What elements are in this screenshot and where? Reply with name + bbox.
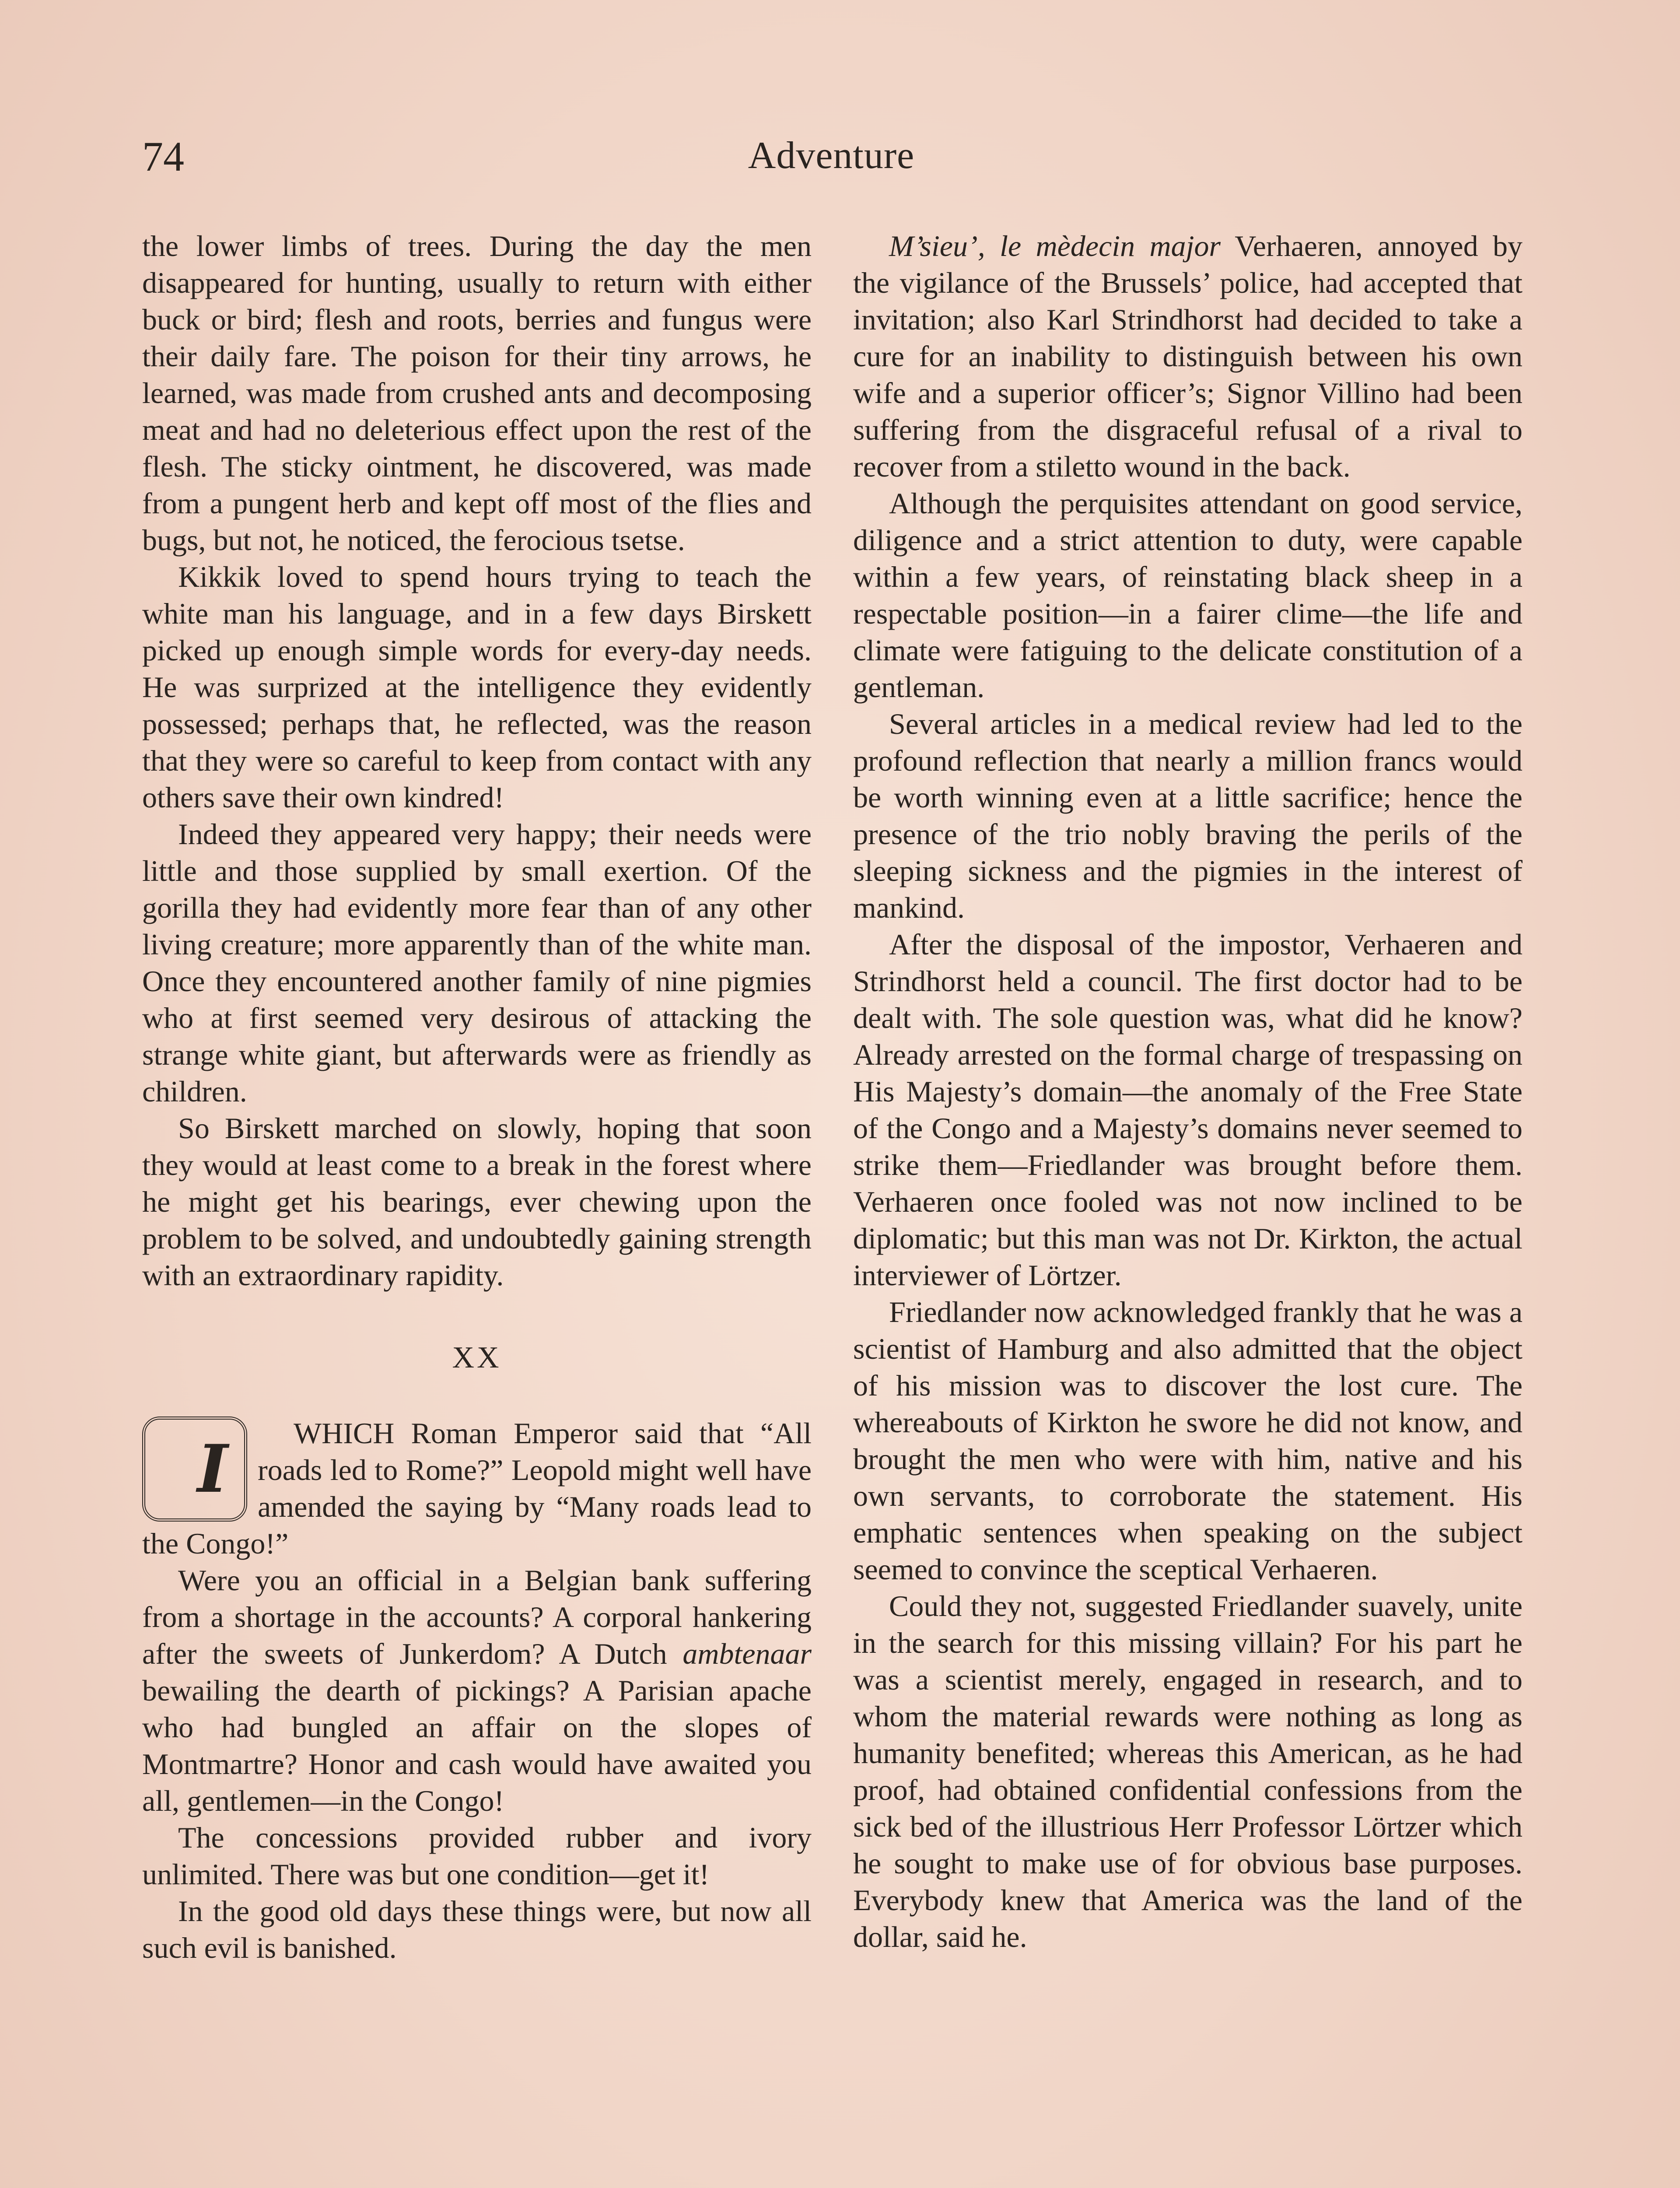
- paragraph: After the disposal of the impostor, Verhaeren and Strindhorst held a council. The first doctor had to be dealt with. The sole question was, what did he know? Already arrested on the formal charge of trespassing on His Majesty’s domain—the anomaly of the Free State of the Congo and a Majesty’s domains never seemed to strike them—Friedlander was brought before them. Verhaeren once fooled was not now inclined to be diplomatic; but this man was not Dr. Kirkton, the actual interviewer of Lörtzer.: [853, 928, 1522, 1292]
- page-header: [142, 133, 1520, 193]
- paragraph: [853, 228, 1522, 485]
- paragraph: Indeed they appeared very happy; their needs were little and those supplied by small exertion. Of the gorilla they had evidently more fear than of any other living creature; more apparently than of the white man. Once they encountered another family of nine pigmies who at first seemed very desirous of attacking the strange white giant, but afterwards were as friendly as children.: [142, 817, 812, 1108]
- paragraph-with-dropcap: [142, 1415, 812, 1562]
- paragraph: In the good old days these things were, but now all such evil is banished.: [142, 1894, 812, 1964]
- ornamental-dropcap: I: [142, 1417, 247, 1522]
- paragraph: The concessions provided rubber and ivory unlimited. There was but one condition—get it!: [142, 1821, 812, 1891]
- left-column: [142, 228, 812, 1966]
- paragraph-text: Were you an official in a Belgian bank suffering from a shortage in the accounts? A corporal hankering after the sweets of Junkerdom? A Dutch: [142, 1564, 812, 1670]
- chapter-heading: XX: [452, 1341, 502, 1375]
- paragraph: So Birskett marched on slowly, hoping that soon they would at least come to a break in the forest where he might get his bearings, ever chewing upon the problem to be solved, and undoubtedly gaining strength with an extraordinary rapidity.: [142, 1112, 812, 1292]
- paragraph: Friedlander now acknowledged frankly that he was a scientist of Hamburg and also admitted that the object of his mission was to discover the lost cure. The whereabouts of Kirkton he swore he did not know, and brought the men who were with him, native and his own servants, to corroborate the statement. His emphatic sentences when speaking on the subject seemed to convince the sceptical Verhaeren.: [853, 1295, 1522, 1586]
- paragraph: Could they not, suggested Friedlander suavely, unite in the search for this missing villain? For his part he was a scientist merely, engaged in research, and to whom the material rewards were nothing as long as humanity benefited; whereas this American, as he had proof, had obtained confidential confessions from the sick bed of the illustrious Herr Professor Lörtzer which he sought to make use of for obvious base purposes. Everybody knew that America was the land of the dollar, said he.: [853, 1589, 1522, 1953]
- italic-word: ambtenaar: [682, 1637, 812, 1670]
- page-number: 74: [142, 133, 184, 180]
- paragraph: Kikkik loved to spend hours trying to teach the white man his language, and in a few days Birskett picked up enough simple words for every-day needs. He was surprized at the intelligence they evidently possessed; perhaps that, he reflected, was the reason that they were so careful to keep from contact with any others save their own kindred!: [142, 560, 812, 814]
- paragraph: the lower limbs of trees. During the day the men disappeared for hunting, usually to return with either buck or bird; flesh and roots, berries and fungus were their daily fare. The poison for their tiny arrows, he learned, was made from crushed ants and decomposing meat and had no deleterious effect upon the rest of the flesh. The sticky ointment, he discovered, was made from a pungent herb and kept off most of the flies and bugs, but not, he noticed, the ferocious tsetse.: [142, 229, 812, 557]
- paragraph-text: Verhaeren, annoyed by the vigilance of the Brussels’ police, had accepted that invitation; also Karl Strindhorst had decided to take a cure for an inability to distinguish between his own wife and a superior officer’s; Signor Villino had been suffering from the disgraceful refusal of a rival to recover from a stiletto wound in the back.: [853, 229, 1522, 483]
- paragraph: Several articles in a medical review had led to the profound reflection that nearly a million francs would be worth winning even at a little sacrifice; hence the presence of the trio nobly braving the perils of the sleeping sickness and the pigmies in the interest of mankind.: [853, 707, 1522, 924]
- paragraph: Although the perquisites attendant on good service, diligence and a strict attention to duty, were capable within a few years, of reinstating black sheep in a respectable position—in a fairer clime—the life and climate were fatiguing to the delicate constitution of a gentleman.: [853, 487, 1522, 704]
- paragraph: [142, 1562, 812, 1819]
- paragraph-text: bewailing the dearth of pickings? A Parisian apache who had bungled an affair on the slopes of Montmartre? Honor and cash would have awaited you all, gentlemen—in the Congo!: [142, 1674, 812, 1817]
- italic-phrase: M’sieu’, le mèdecin major: [889, 229, 1221, 263]
- right-column: [853, 228, 1522, 1955]
- magazine-title: Adventure: [748, 134, 915, 177]
- paragraph-text: WHICH Roman Emperor said that “All roads led to Rome?” Leopold might well have amended the saying by “Many roads lead to the Congo!”: [142, 1417, 812, 1560]
